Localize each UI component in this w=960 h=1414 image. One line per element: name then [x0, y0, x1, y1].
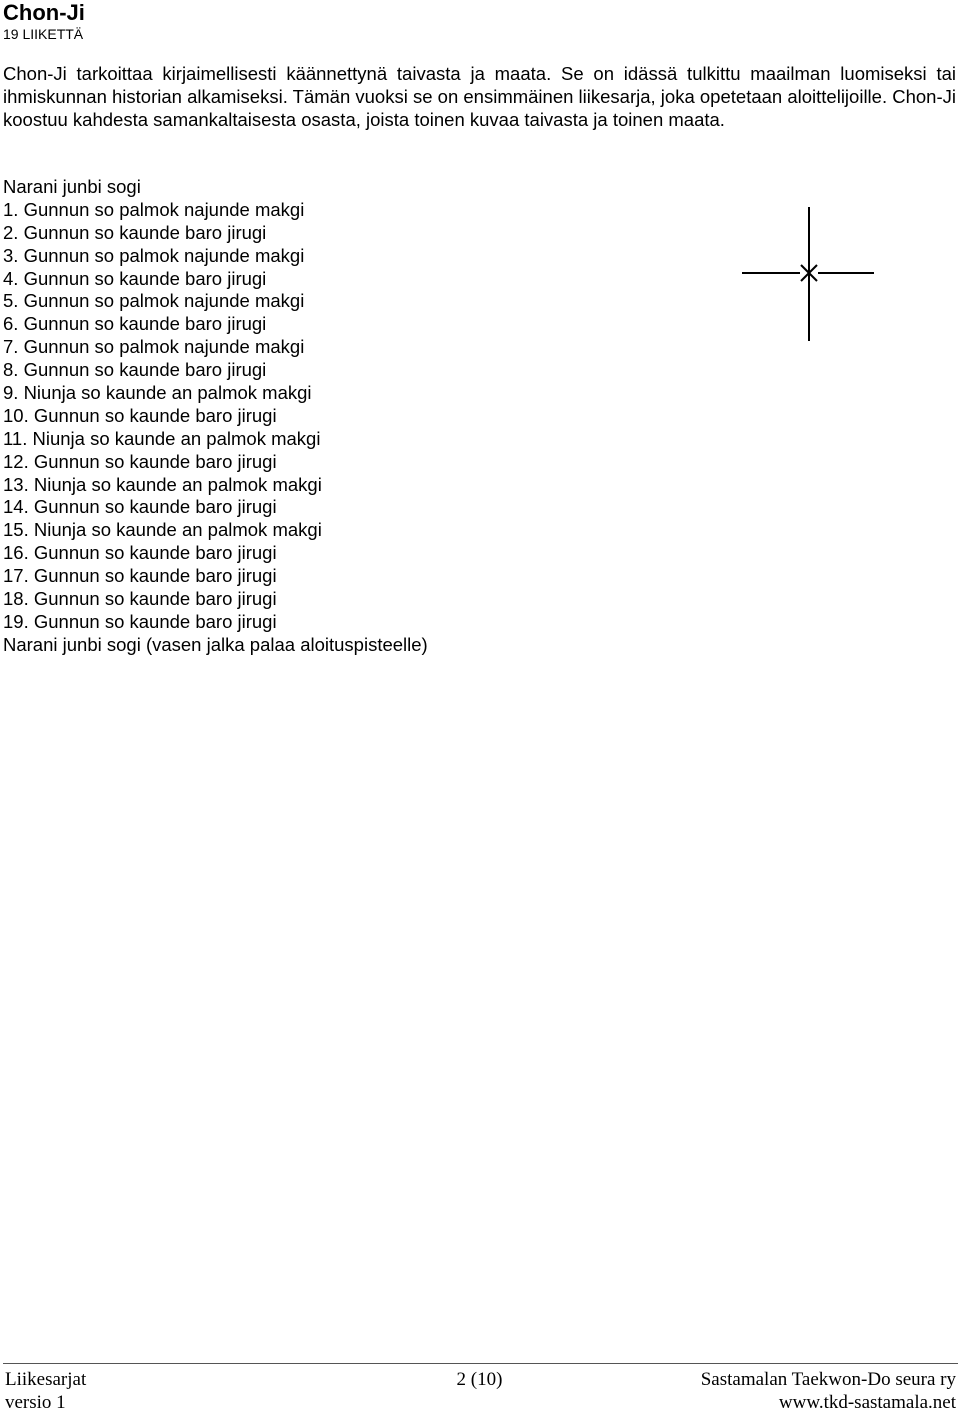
- move-item: 10. Gunnun so kaunde baro jirugi: [3, 404, 277, 426]
- move-item: 9. Niunja so kaunde an palmok makgi: [3, 382, 312, 404]
- page-title: Chon-Ji: [3, 0, 85, 25]
- move-item: 13. Niunja so kaunde an palmok makgi: [3, 473, 322, 495]
- footer-version: versio 1: [5, 1392, 66, 1413]
- move-item: 12. Gunnun so kaunde baro jirugi: [3, 450, 277, 472]
- footer-divider: [3, 1363, 958, 1364]
- footer-page-number: 2 (10): [456, 1369, 503, 1390]
- move-item: 8. Gunnun so kaunde baro jirugi: [3, 359, 267, 381]
- start-stance: Narani junbi sogi: [3, 176, 141, 197]
- move-item: 4. Gunnun so kaunde baro jirugi: [3, 267, 267, 289]
- move-item: 19. Gunnun so kaunde baro jirugi: [3, 610, 277, 632]
- move-item: 16. Gunnun so kaunde baro jirugi: [3, 542, 277, 564]
- cross-pattern-diagram-icon: [740, 205, 878, 343]
- move-item: 15. Niunja so kaunde an palmok makgi: [3, 519, 322, 541]
- move-item: 3. Gunnun so palmok najunde makgi: [3, 244, 305, 266]
- move-item: 11. Niunja so kaunde an palmok makgi: [3, 427, 321, 449]
- move-item: 18. Gunnun so kaunde baro jirugi: [3, 588, 277, 610]
- move-count-subtitle: 19 LIIKETTÄ: [3, 26, 84, 42]
- footer-section-name: Liikesarjat: [5, 1369, 87, 1390]
- move-sequence: [3, 176, 428, 657]
- page-footer: [3, 1368, 956, 1414]
- footer-club-name: Sastamalan Taekwon-Do seura ry: [700, 1369, 956, 1390]
- intro-paragraph: Chon-Ji tarkoittaa kirjaimellisesti käännettynä taivasta ja maata. Se on idässä tulkittu maailman luomiseksi tai ihmiskunnan historian alkamiseksi. Tämän vuoksi se on ensimmäinen liikesarja, joka opetetaan aloittelijoille. Chon-Ji koostuu kahdesta samankaltaisesta osasta, joista toinen kuvaa taivasta ja toinen maata.: [3, 63, 956, 130]
- move-item: 6. Gunnun so kaunde baro jirugi: [3, 313, 267, 335]
- footer-website: www.tkd-sastamala.net: [778, 1392, 956, 1413]
- move-item: 14. Gunnun so kaunde baro jirugi: [3, 496, 277, 518]
- move-list: [3, 199, 428, 634]
- move-item: 5. Gunnun so palmok najunde makgi: [3, 290, 305, 312]
- move-item: 7. Gunnun so palmok najunde makgi: [3, 336, 305, 358]
- move-item: 1. Gunnun so palmok najunde makgi: [3, 198, 305, 220]
- move-item: 2. Gunnun so kaunde baro jirugi: [3, 221, 267, 243]
- move-item: 17. Gunnun so kaunde baro jirugi: [3, 565, 277, 587]
- end-stance: Narani junbi sogi (vasen jalka palaa aloituspisteelle): [3, 633, 428, 655]
